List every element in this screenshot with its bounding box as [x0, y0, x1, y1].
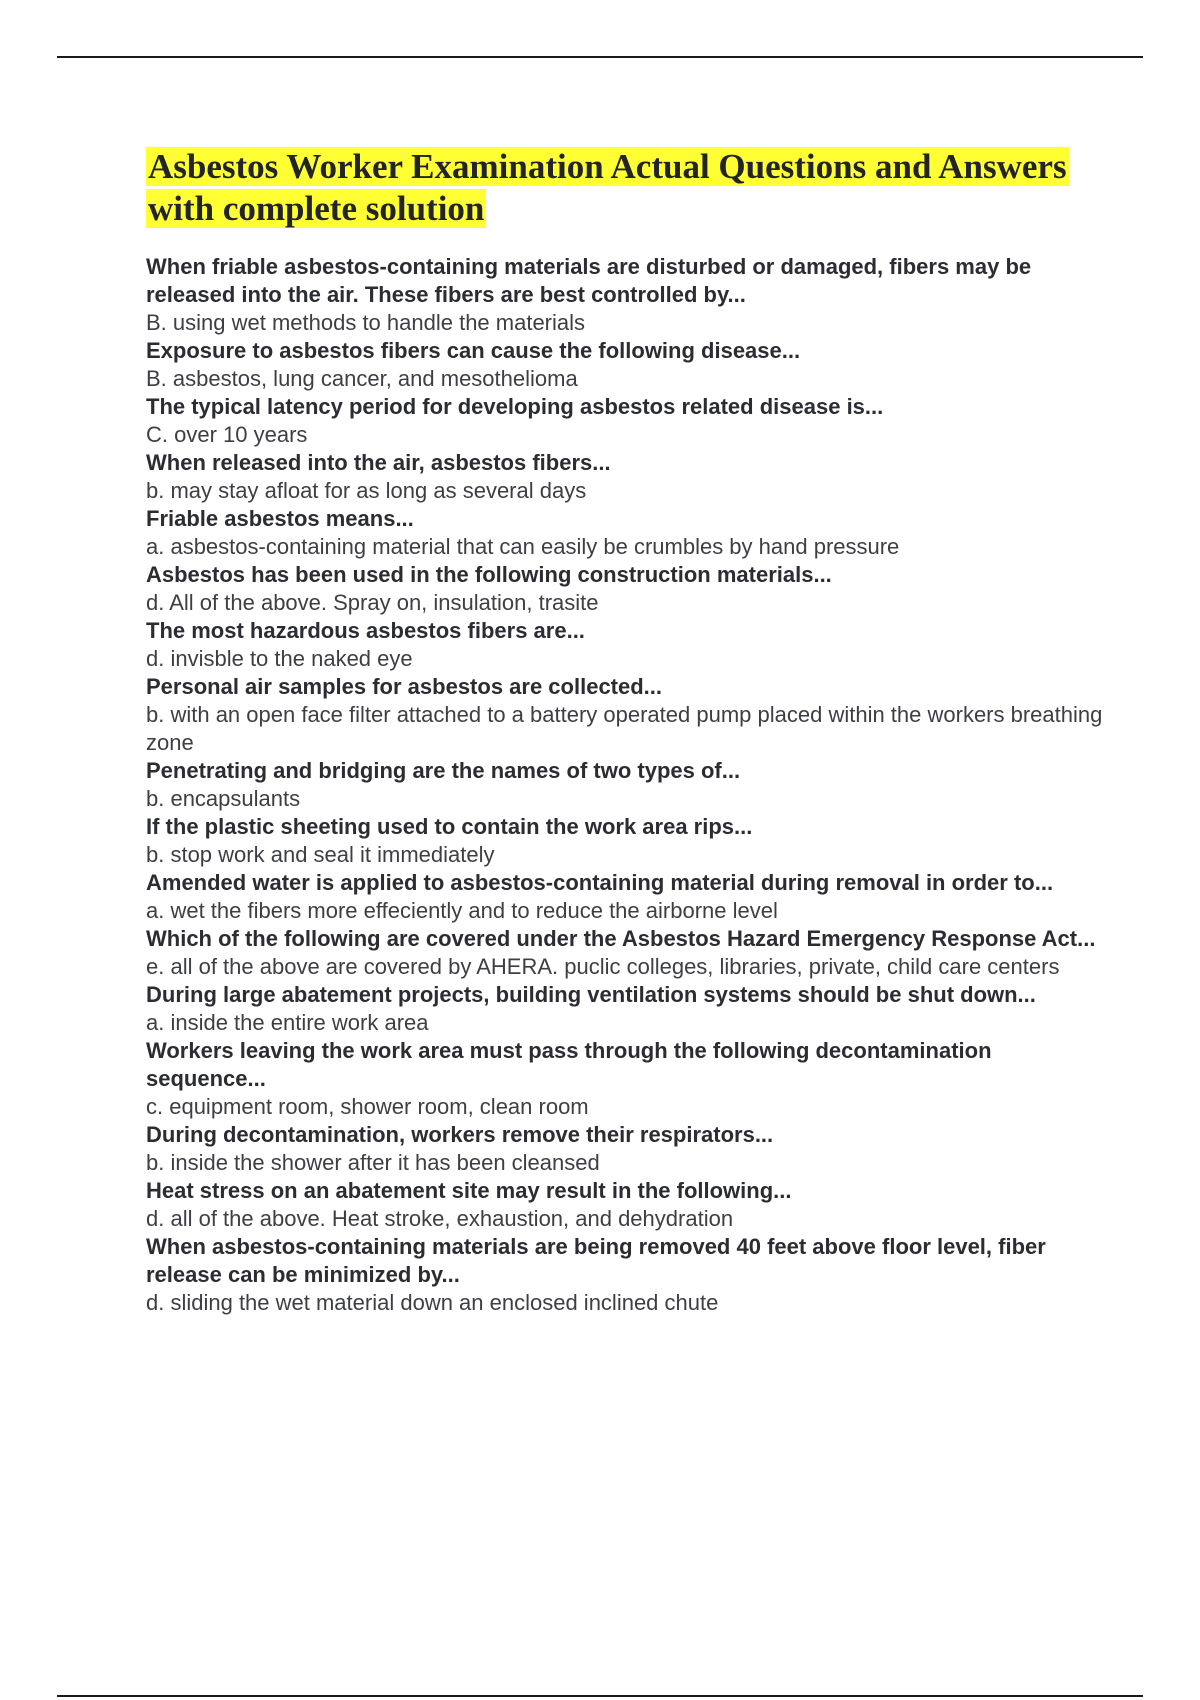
answer-text: B. asbestos, lung cancer, and mesothelioma: [146, 366, 578, 391]
answer-text: d. all of the above. Heat stroke, exhaustion, and dehydration: [146, 1206, 734, 1231]
document-body: [146, 146, 1106, 1317]
answer-text: e. all of the above are covered by AHERA. puclic colleges, libraries, private, child care centers: [146, 954, 1060, 979]
qa-item: [146, 505, 1106, 561]
qa-item: [146, 673, 1106, 757]
title-highlight: Asbestos Worker Examination Actual Questions and Answers with complete solution: [148, 147, 1067, 228]
qa-item: [146, 1177, 1106, 1233]
answer-text: b. inside the shower after it has been cleansed: [146, 1150, 600, 1175]
answer-text: d. All of the above. Spray on, insulation, trasite: [146, 590, 599, 615]
top-divider: [57, 56, 1143, 58]
qa-item: [146, 561, 1106, 617]
answer-text: c. equipment room, shower room, clean room: [146, 1094, 589, 1119]
qa-item: [146, 617, 1106, 673]
question-text: Workers leaving the work area must pass through the following decontamination sequence...: [146, 1038, 992, 1091]
answer-text: b. stop work and seal it immediately: [146, 842, 495, 867]
answer-text: b. may stay afloat for as long as several days: [146, 478, 587, 503]
question-text: Exposure to asbestos fibers can cause the following disease...: [146, 338, 801, 363]
question-text: Penetrating and bridging are the names of two types of...: [146, 758, 741, 783]
question-text: Heat stress on an abatement site may result in the following...: [146, 1178, 792, 1203]
bottom-divider: [57, 1695, 1143, 1697]
answer-text: d. invisble to the naked eye: [146, 646, 413, 671]
question-text: When friable asbestos-containing materials are disturbed or damaged, fibers may be released into the air. These fibers are best controlled by...: [146, 254, 1032, 307]
answer-text: d. sliding the wet material down an enclosed inclined chute: [146, 1290, 719, 1315]
question-text: When asbestos-containing materials are being removed 40 feet above floor level, fiber release can be minimized by...: [146, 1234, 1046, 1287]
qa-item: [146, 869, 1106, 925]
question-text: Amended water is applied to asbestos-containing material during removal in order to...: [146, 870, 1054, 895]
qa-item: [146, 813, 1106, 869]
question-text: The typical latency period for developing asbestos related disease is...: [146, 394, 884, 419]
qa-item: [146, 337, 1106, 393]
answer-text: b. encapsulants: [146, 786, 301, 811]
answer-text: a. asbestos-containing material that can easily be crumbles by hand pressure: [146, 534, 900, 559]
qa-item: [146, 925, 1106, 981]
question-text: During decontamination, workers remove their respirators...: [146, 1122, 774, 1147]
answer-text: a. inside the entire work area: [146, 1010, 429, 1035]
document-title: [146, 146, 1106, 230]
question-text: During large abatement projects, building ventilation systems should be shut down...: [146, 982, 1036, 1007]
qa-item: [146, 1121, 1106, 1177]
answer-text: B. using wet methods to handle the materials: [146, 310, 586, 335]
qa-list: [146, 253, 1106, 1317]
qa-item: [146, 393, 1106, 449]
qa-item: [146, 253, 1106, 337]
question-text: Personal air samples for asbestos are collected...: [146, 674, 663, 699]
question-text: The most hazardous asbestos fibers are...: [146, 618, 585, 643]
answer-text: C. over 10 years: [146, 422, 308, 447]
answer-text: b. with an open face filter attached to a battery operated pump placed within the workers breathing zone: [146, 702, 1103, 755]
question-text: When released into the air, asbestos fibers...: [146, 450, 611, 475]
qa-item: [146, 1233, 1106, 1317]
qa-item: [146, 1037, 1106, 1121]
question-text: Asbestos has been used in the following construction materials...: [146, 562, 832, 587]
question-text: If the plastic sheeting used to contain the work area rips...: [146, 814, 753, 839]
answer-text: a. wet the fibers more effeciently and to reduce the airborne level: [146, 898, 778, 923]
question-text: Which of the following are covered under the Asbestos Hazard Emergency Response Act...: [146, 926, 1096, 951]
qa-item: [146, 757, 1106, 813]
qa-item: [146, 981, 1106, 1037]
qa-item: [146, 449, 1106, 505]
question-text: Friable asbestos means...: [146, 506, 414, 531]
